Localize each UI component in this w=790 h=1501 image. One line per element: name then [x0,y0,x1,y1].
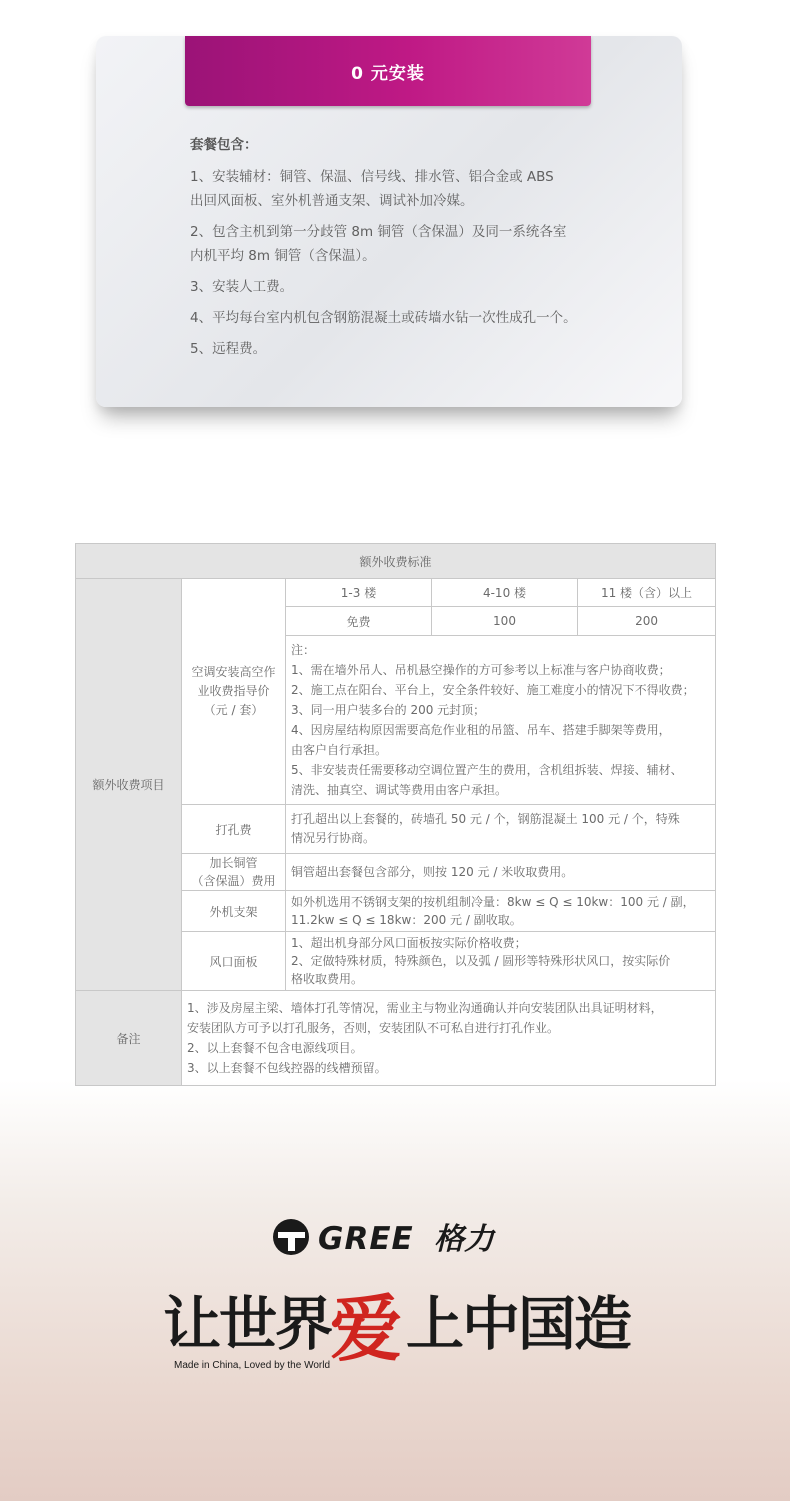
label-line: （含保温）费用 [191,874,276,888]
floor-fee: 100 [432,607,578,636]
package-contents [190,133,600,368]
package-item-line: 5、远程费。 [190,341,267,357]
floor-header: 11 楼（含）以上 [578,579,716,607]
text-line: 情况另行协商。 [291,831,376,845]
package-title: 0 元安装 [185,36,591,106]
slogan-part-2: 上中国造 [406,1290,631,1358]
package-item [190,165,600,213]
remarks-label: 备注 [76,991,182,1086]
brand-block [0,1205,790,1395]
package-item-line: 3、安装人工费。 [190,279,294,295]
label-line: （元 / 套） [203,703,264,717]
row-text-drilling [286,805,716,854]
text-line: 11.2kw ≤ Q ≤ 18kw：200 元 / 副收取。 [291,913,522,927]
slogan-highlight: 爱 [330,1286,403,1371]
table-title: 额外收费标准 [76,544,716,579]
row-label-vent-panel [182,932,286,991]
label-line: 外机支架 [209,904,258,919]
text-line: 如外机选用不锈钢支架的按机组制冷量：8kw ≤ Q ≤ 10kw：100 元 / 副， [291,895,695,909]
package-item [190,337,600,361]
label-line: 打孔费 [215,822,252,837]
remark-line: 3、以上套餐不包线控器的线槽预留。 [187,1061,387,1075]
text-line: 铜管超出套餐包含部分，则按 120 元 / 米收取费用。 [291,864,574,879]
package-item-line: 4、平均每台室内机包含钢筋混凝土或砖墙水钻一次性成孔一个。 [190,310,577,326]
floor-fee: 免费 [286,607,432,636]
remark-line: 2、以上套餐不包含电源线项目。 [187,1041,363,1055]
note-line: 2、施工点在阳台、平台上，安全条件较好、施工难度小的情况下不得收费； [291,683,695,697]
package-card [96,36,682,407]
text-line: 格收取费用。 [291,972,364,986]
text-line: 1、超出机身部分风口面板按实际价格收费； [291,936,527,950]
package-item-line: 内机平均 8m 铜管（含保温）。 [190,248,376,264]
note-line: 清洗、抽真空、调试等费用由客户承担。 [291,783,508,797]
gree-logo-icon [273,1219,309,1255]
package-item [190,275,600,299]
extra-fee-table [75,543,716,1086]
note-line: 4、因房屋结构原因需要高危作业租的吊篮、吊车、搭建手脚架等费用， [291,723,671,737]
package-subtitle: 套餐包含： [190,137,258,153]
package-item-line: 2、包含主机到第一分歧管 8m 铜管（含保温）及同一系统各室 [190,224,567,240]
remarks-text [182,991,716,1086]
category-cell: 额外收费项目 [76,579,182,991]
label-line: 业收费指导价 [197,684,270,698]
remark-line: 1、涉及房屋主梁、墙体打孔等情况，需业主与物业沟通确认并向安装团队出具证明材料， [187,1001,663,1015]
package-item-line: 出回风面板、室外机普通支架、调试补加冷媒。 [190,193,474,209]
text-line: 打孔超出以上套餐的，砖墙孔 50 元 / 个，钢筋混凝土 100 元 / 个，特殊 [291,812,680,826]
label-line: 空调安装高空作 [191,665,276,679]
floor-header: 1-3 楼 [286,579,432,607]
row-label-copper-pipe [182,854,286,891]
note-line: 注： [291,643,316,657]
row-text-bracket [286,891,716,932]
note-line: 3、同一用户装多台的 200 元封顶； [291,703,486,717]
row-label-drilling [182,805,286,854]
package-item [190,220,600,268]
brand-artwork [0,1205,790,1395]
floor-fee: 200 [578,607,716,636]
floor-header: 4-10 楼 [432,579,578,607]
row-text-vent-panel [286,932,716,991]
remark-line: 安装团队方可予以打孔服务，否则，安装团队不可私自进行打孔作业。 [187,1021,560,1035]
logo-chinese: 格力 [434,1222,494,1257]
row-text-copper-pipe [286,854,716,891]
row-label-bracket [182,891,286,932]
logo-latin: GREE [318,1221,414,1257]
height-fee-notes [286,636,716,805]
note-line: 由客户自行承担。 [291,743,388,757]
package-item-line: 1、安装辅材：铜管、保温、信号线、排水管、铝合金或 ABS [190,169,554,185]
note-line: 1、需在墙外吊人、吊机悬空操作的方可参考以上标准与客户协商收费； [291,663,671,677]
note-line: 5、非安装责任需要移动空调位置产生的费用，含机组拆装、焊接、辅材、 [291,763,683,777]
height-fee-label [182,579,286,805]
label-line: 风口面板 [209,954,258,969]
package-item [190,306,600,330]
slogan-tagline: Made in China, Loved by the World [174,1360,331,1371]
text-line: 2、定做特殊材质，特殊颜色，以及弧 / 圆形等特殊形状风口，按实际价 [291,954,671,968]
label-line: 加长铜管 [209,856,258,870]
slogan-part-1: 让世界 [163,1290,332,1358]
